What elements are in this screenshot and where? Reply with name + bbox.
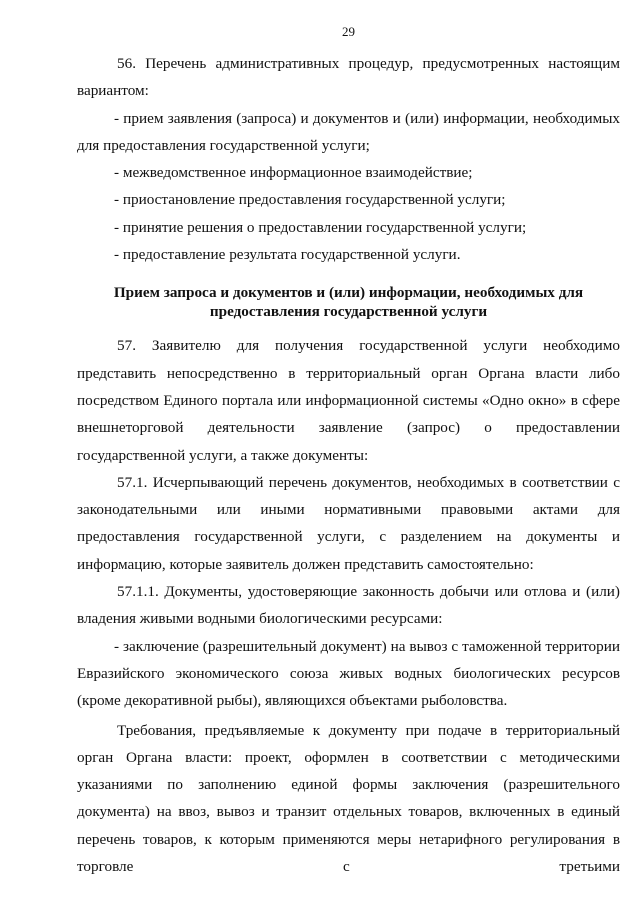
- paragraph-56: 56. Перечень административных процедур, предусмотренных настоящим вариантом:: [77, 55, 620, 100]
- bullet-item: - принятие решения о предоставлении государственной услуги;: [114, 218, 527, 236]
- bullet-item: - предоставление результата государственной услуги.: [114, 246, 461, 264]
- page-number: 29: [342, 24, 355, 39]
- bullet-item: - прием заявления (запроса) и документов и (или) информации, необходимых для предоставления государственной услуги;: [77, 109, 620, 154]
- paragraph-requirements: Требования, предъявляемые к документу при подаче в территориальный орган Органа власти: проект, оформлен в соответствии с методическими указаниями по заполнению единой формы заключения (разрешительного документа) на ввоз, вывоз и транзит отдельных товаров, включенных в единый перечень товаров, к которым применяются меры нетарифного регулирования в торговле с третьими: [77, 721, 620, 876]
- bullet-item: - заключение (разрешительный документ) на вывоз с таможенной территории Евразийского экономического союза живых водных биологических ресурсов (кроме декоративной рыбы), являющихся объектами рыболовства.: [77, 637, 620, 710]
- bullet-item: - приостановление предоставления государственной услуги;: [114, 191, 506, 209]
- section-heading: [77, 283, 620, 321]
- document-body: [77, 50, 620, 880]
- paragraph-57: 57. Заявителю для получения государственной услуги необходимо представить непосредственно в территориальный орган Органа власти либо посредством Единого портала или информационной системы «Одно окно» в сфере внешнеторговой деятельности заявление (запрос) о предоставлении государственной услуги, а также документы:: [77, 337, 620, 464]
- paragraph-57-1: 57.1. Исчерпывающий перечень документов, необходимых в соответствии с законодательными или иными нормативными правовыми актами для предоставления государственной услуги, с разделением на документы и информацию, которые заявитель должен представить самостоятельно:: [77, 473, 620, 573]
- section-heading-line: Прием запроса и документов и (или) информации, необходимых для: [113, 284, 584, 302]
- section-heading-line: предоставления государственной услуги: [209, 303, 488, 321]
- paragraph-57-1-1: 57.1.1. Документы, удостоверяющие законность добычи или отлова и (или) владения живыми водными биологическими ресурсами:: [77, 583, 620, 628]
- bullet-item: - межведомственное информационное взаимодействие;: [114, 164, 473, 182]
